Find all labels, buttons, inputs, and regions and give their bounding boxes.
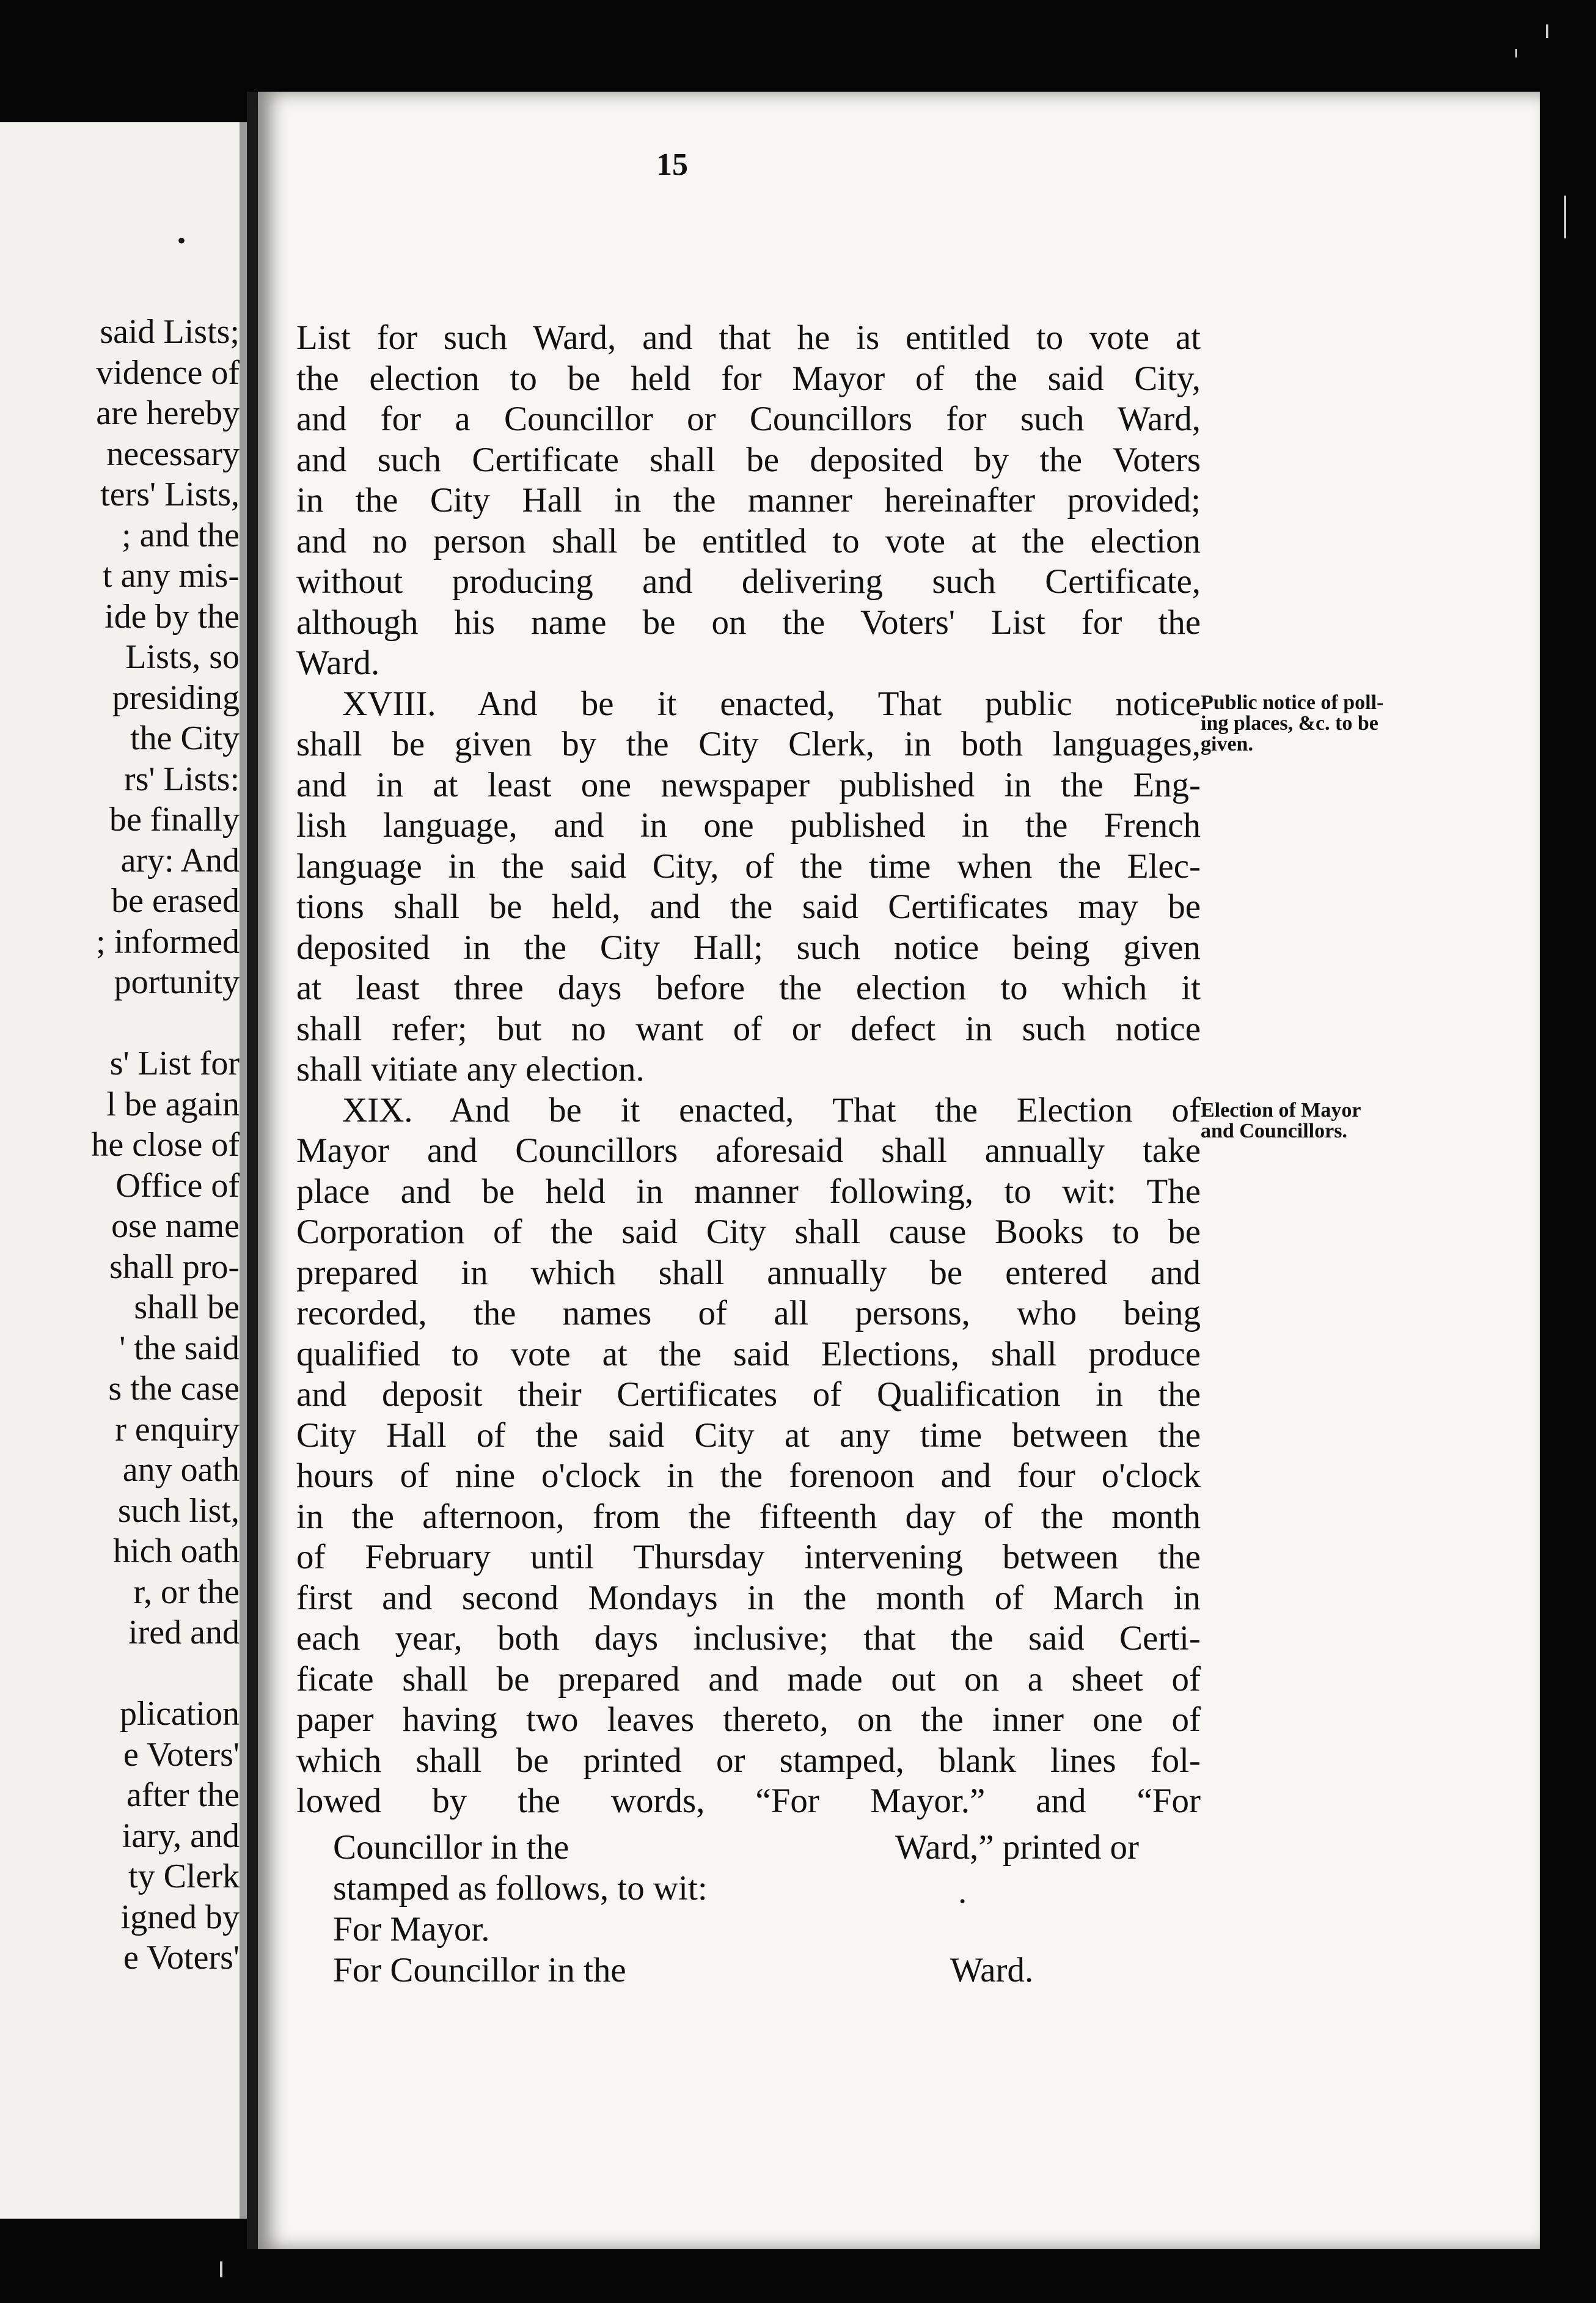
left-page-line: l be again	[106, 1085, 240, 1123]
left-page-line: e Voters'	[123, 1939, 240, 1977]
left-page-line: he close of	[91, 1126, 240, 1164]
page-number: 15	[656, 147, 688, 182]
body-line: List for such Ward, and that he is entitled to vote at	[296, 318, 1201, 357]
body-line: which shall be printed or stamped, blank lines fol-	[296, 1741, 1201, 1780]
body-line: tions shall be held, and the said Certificates may be	[296, 887, 1201, 926]
left-page-line: ' the said	[119, 1329, 240, 1367]
left-page-fragment	[0, 122, 247, 2219]
body-line: hours of nine o'clock in the forenoon and four o'clock	[296, 1456, 1201, 1495]
body-line: in the City Hall in the manner hereinafter provided;	[296, 481, 1201, 520]
body-line: recorded, the names of all persons, who being	[296, 1294, 1201, 1332]
body-line: and in at least one newspaper published in the Eng-	[296, 765, 1201, 804]
left-page-line: iary, and	[122, 1816, 240, 1855]
body-line: qualified to vote at the said Elections, shall produce	[296, 1334, 1201, 1373]
left-page-line: after the	[126, 1776, 240, 1814]
scan-fleck	[1564, 196, 1566, 238]
left-page-line: be erased	[111, 882, 240, 920]
left-page-line: portunity	[114, 963, 240, 1001]
body-line: Ward.	[296, 644, 380, 682]
form-councillor-prefix: Councillor in the	[333, 1828, 569, 1867]
left-page-line: s' List for	[109, 1045, 240, 1082]
body-line: language in the said City, of the time when the Elec-	[296, 847, 1201, 886]
left-page-line: ired and	[128, 1614, 240, 1651]
body-line: XIX. And be it enacted, That the Election of	[342, 1090, 1201, 1129]
left-page-line: r enquiry	[115, 1410, 240, 1449]
left-page-line: e Voters'	[123, 1735, 240, 1774]
left-page-line: such list,	[117, 1491, 240, 1530]
scan-fleck	[1515, 49, 1517, 57]
margin-note-line: Public notice of poll-	[1201, 691, 1384, 714]
margin-note-line: Election of Mayor	[1201, 1099, 1361, 1122]
left-page-line: the City	[130, 719, 240, 757]
body-line: and deposit their Certificates of Qualification in the	[296, 1375, 1201, 1414]
form-stamped-line: stamped as follows, to wit:	[333, 1869, 708, 1908]
left-page-line: plication	[120, 1695, 240, 1733]
left-page-line: ters' Lists,	[100, 476, 240, 513]
body-line: each year, both days inclusive; that the said Certi-	[296, 1619, 1201, 1658]
body-line: Corporation of the said City shall cause Books to be	[296, 1213, 1201, 1251]
body-line: XVIII. And be it enacted, That public notice	[342, 684, 1201, 723]
left-page-line: be finally	[109, 801, 240, 839]
body-line: ficate shall be prepared and made out on a sheet of	[296, 1659, 1201, 1699]
left-page-line: igned by	[120, 1898, 240, 1936]
body-line: although his name be on the Voters' List for the	[296, 603, 1201, 642]
body-line: and for a Councillor or Councillors for such Ward,	[296, 400, 1201, 438]
body-line: of February until Thursday intervening between the	[296, 1538, 1201, 1576]
left-page-line: t any mis-	[103, 557, 240, 595]
body-line: the election to be held for Mayor of the said City,	[296, 359, 1201, 398]
left-page-line: ; informed	[96, 922, 240, 961]
margin-note-public-notice	[1201, 692, 1433, 755]
form-councillor-line	[333, 1827, 569, 1868]
body-line: City Hall of the said City at any time between the	[296, 1416, 1201, 1455]
form-for-mayor: For Mayor.	[333, 1910, 490, 1949]
body-line: without producing and delivering such Certificate,	[296, 562, 1201, 601]
left-page-line: r, or the	[133, 1573, 240, 1611]
ink-dot: .	[958, 1872, 967, 1911]
left-page-line: ty Clerk	[128, 1857, 240, 1895]
body-line: and no person shall be entitled to vote at the election	[296, 521, 1201, 560]
ink-dot: •	[177, 227, 186, 254]
scan-fleck	[220, 2261, 222, 2277]
form-for-councillor: For Councillor in the	[333, 1951, 626, 1989]
body-line: prepared in which shall annually be entered and	[296, 1253, 1201, 1292]
margin-note-election	[1201, 1100, 1433, 1142]
left-page-line: necessary	[106, 435, 240, 473]
margin-note-line: and Councillors.	[1201, 1120, 1347, 1142]
body-line: first and second Mondays in the month of March in	[296, 1578, 1201, 1617]
left-page-line: Lists, so	[125, 638, 240, 676]
left-page-line: Office of	[115, 1166, 240, 1205]
left-page-line: ose name	[111, 1207, 240, 1245]
form-ward-end: Ward.	[950, 1951, 1034, 1989]
body-line: in the afternoon, from the fifteenth day of the month	[296, 1497, 1201, 1536]
body-line: paper having two leaves thereto, on the inner one of	[296, 1700, 1201, 1739]
left-page-line: ide by the	[104, 597, 240, 636]
left-page-line: presiding	[112, 678, 240, 717]
margin-note-line: given.	[1201, 733, 1253, 755]
margin-note-line: ing places, &c. to be	[1201, 712, 1378, 735]
left-page-line: any oath	[122, 1451, 240, 1489]
left-page-line: shall pro-	[109, 1247, 240, 1286]
left-page-line: said Lists;	[100, 313, 240, 351]
left-page-line: ; and the	[122, 516, 240, 554]
left-page-line: rs' Lists:	[124, 760, 240, 798]
body-line: place and be held in manner following, to wit: The	[296, 1172, 1201, 1211]
body-line: Mayor and Councillors aforesaid shall annually take	[296, 1131, 1201, 1170]
body-line: shall vitiate any election.	[296, 1050, 645, 1089]
left-page-line: ary: And	[120, 841, 240, 880]
left-page-line: s the case	[108, 1370, 240, 1408]
body-line: shall refer; but no want of or defect in such notice	[296, 1009, 1201, 1048]
body-line: shall be given by the City Clerk, in both languages,	[296, 725, 1201, 763]
body-line: deposited in the City Hall; such notice being given	[296, 928, 1201, 967]
body-line: lowed by the words, “For Mayor.” and “For	[296, 1782, 1201, 1820]
scan-fleck	[1546, 24, 1548, 38]
body-line: lish language, and in one published in the French	[296, 806, 1201, 845]
left-page-line: shall be	[134, 1288, 240, 1326]
left-page-line: vidence of	[96, 353, 240, 392]
body-line: at least three days before the election to which it	[296, 969, 1201, 1007]
left-page-line: are hereby	[96, 394, 240, 432]
form-ward-printed: Ward,” printed or	[895, 1828, 1139, 1867]
body-line: and such Certificate shall be deposited by the Voters	[296, 440, 1201, 479]
left-page-line: hich oath	[113, 1532, 240, 1570]
